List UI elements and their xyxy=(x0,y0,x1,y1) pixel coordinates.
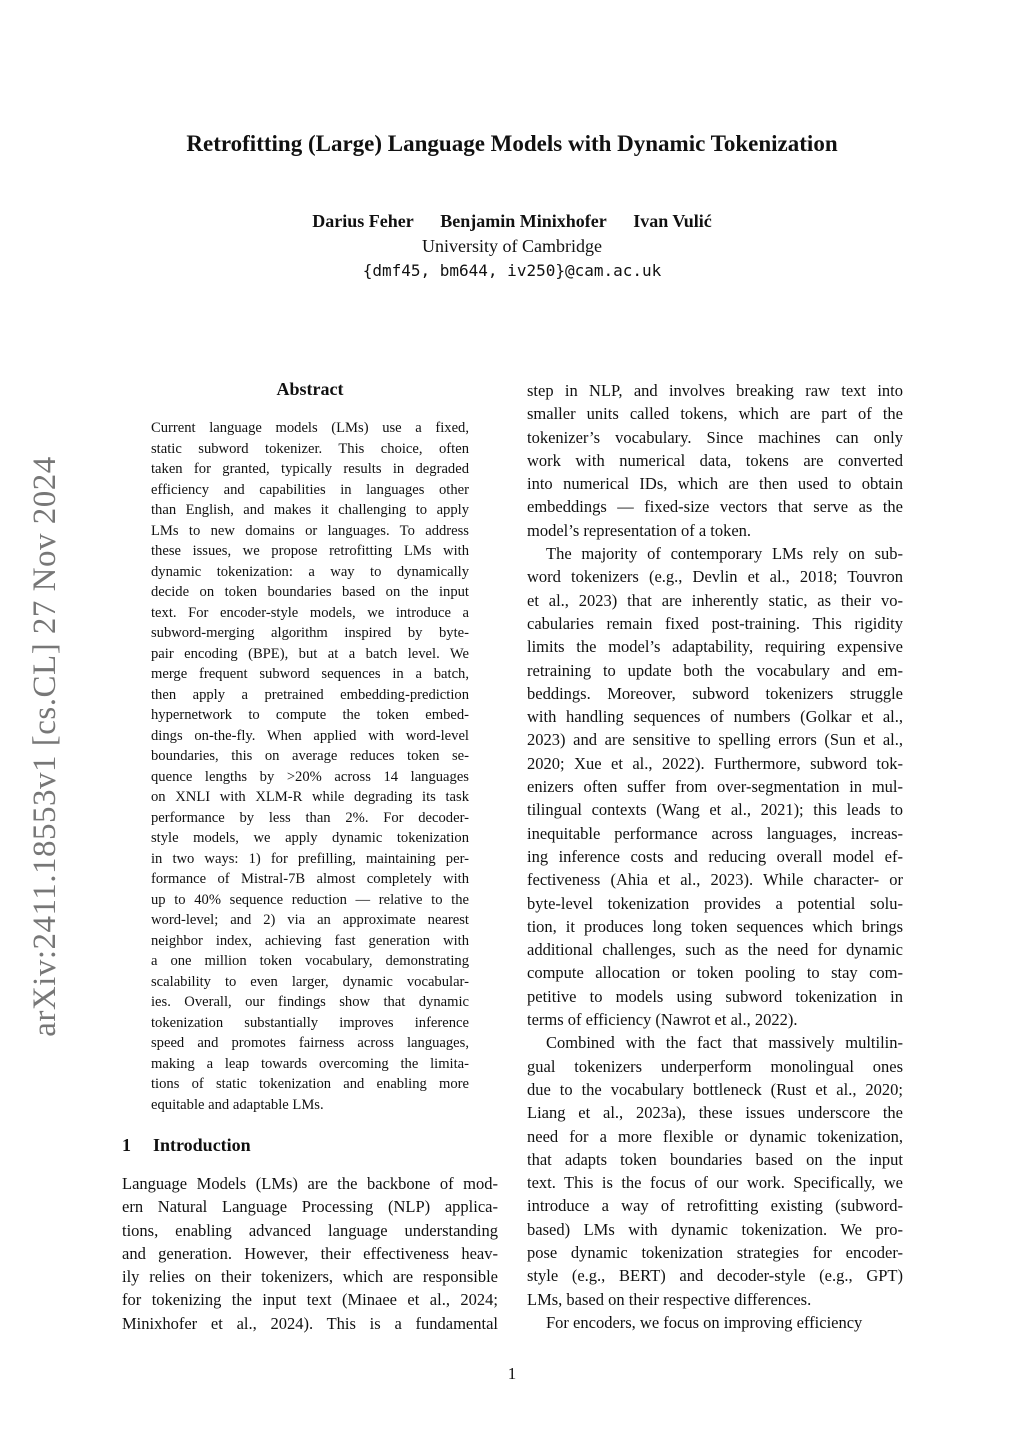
text-line: 2020; Xue et al., 2022). Furthermore, subword tok- xyxy=(527,753,903,773)
text-line: cabularies remain fixed post-training. This rigidity xyxy=(527,613,903,633)
text-line: equitable and adaptable LMs. xyxy=(151,1096,324,1113)
text-line: taken for granted, typically results in degraded xyxy=(151,461,469,477)
section-title: Introduction xyxy=(153,1135,251,1155)
text-line: word tokenizers (e.g., Devlin et al., 2018; Touvron xyxy=(527,567,903,587)
text-line: tion, it produces long token sequences which brings xyxy=(527,916,903,936)
text-line: subword-merging algorithm inspired by byte- xyxy=(151,625,469,641)
section-heading xyxy=(122,1135,251,1156)
text-line: et al., 2023) that are inherently static, as their vo- xyxy=(527,590,903,610)
text-line: efficiency and capabilities in languages other xyxy=(151,481,469,498)
text-line: in two ways: 1) for prefilling, maintaining per- xyxy=(151,850,469,867)
text-line: merge frequent subword sequences in a batch, xyxy=(151,666,469,682)
text-line: fectiveness (Ahia et al., 2023). While character- or xyxy=(527,870,903,890)
author-name: Darius Feher xyxy=(312,211,414,231)
text-line: inequitable performance across languages, increas- xyxy=(527,823,903,843)
text-line: enizers often suffer from over-segmentation in mul- xyxy=(527,777,903,797)
text-line: a one million token vocabulary, demonstrating xyxy=(151,953,469,969)
text-line: embeddings — fixed-size vectors that serve as the xyxy=(527,497,903,517)
author-email: {dmf45, bm644, iv250}@cam.ac.uk xyxy=(362,261,662,280)
text-line: ies. Overall, our findings show that dynamic xyxy=(151,994,469,1010)
text-line: Minixhofer et al., 2024). This is a fundamental xyxy=(122,1313,498,1333)
text-line: additional challenges, such as the need for dynamic xyxy=(527,940,903,960)
author-name: Ivan Vulić xyxy=(633,211,712,231)
text-line: retraining to update both the vocabulary and em- xyxy=(527,660,903,680)
introduction-text-right-column xyxy=(527,379,903,1334)
text-line: pair encoding (BPE), but at a batch level. We xyxy=(151,645,469,662)
author-name: Benjamin Minixhofer xyxy=(440,211,607,231)
text-line: LMs to new domains or languages. To address xyxy=(151,522,469,539)
text-line: smaller units called tokens, which are part of the xyxy=(527,404,903,424)
text-line: byte-level tokenization provides a potential solu- xyxy=(527,893,903,913)
text-line: Liang et al., 2023a), these issues underscore the xyxy=(527,1103,903,1123)
text-line: model’s representation of a token. xyxy=(527,520,752,540)
text-line: terms of efficiency (Nawrot et al., 2022). xyxy=(527,1010,798,1030)
text-line: ing inference costs and reducing overall model ef- xyxy=(527,846,903,866)
text-line: up to 40% sequence reduction — relative to the xyxy=(151,891,469,908)
text-line: quence lengths by >20% across 14 languages xyxy=(151,768,469,785)
text-line: Current language models (LMs) use a fixed, xyxy=(151,420,469,436)
section-number: 1 xyxy=(122,1135,131,1155)
text-line: scalability to even larger, dynamic vocabular- xyxy=(151,973,469,990)
text-line: speed and promotes fairness across languages, xyxy=(151,1035,469,1051)
text-line: boundaries, this on average reduces token se- xyxy=(151,748,469,764)
text-line: text. This is the focus of our work. Specifically, we xyxy=(527,1173,903,1193)
text-line: neighbor index, achieving fast generation with xyxy=(151,932,469,949)
text-line: ily relies on their tokenizers, which are responsible xyxy=(122,1267,498,1287)
text-line: For encoders, we focus on improving efficiency xyxy=(546,1312,863,1332)
introduction-text-left-column xyxy=(122,1172,498,1335)
text-line: style (e.g., BERT) and decoder-style (e.g., GPT) xyxy=(527,1266,903,1286)
text-line: dynamic tokenization: a way to dynamically xyxy=(151,563,469,580)
author-list xyxy=(0,211,1024,232)
text-line: static subword tokenizer. This choice, often xyxy=(151,440,469,457)
text-line: beddings. Moreover, subword tokenizers struggle xyxy=(527,683,903,703)
paper-title: Retrofitting (Large) Language Models with Dynamic Tokenization xyxy=(186,131,838,156)
text-line: ern Natural Language Processing (NLP) applica- xyxy=(122,1197,498,1217)
text-line: word-level; and 2) via an approximate nearest xyxy=(151,912,469,928)
text-line: need for a more flexible or dynamic tokenization, xyxy=(527,1126,903,1146)
arxiv-identifier-text: arXiv:2411.18553v1 [cs.CL] 27 Nov 2024 xyxy=(26,455,63,1037)
text-line: making a leap towards overcoming the limita- xyxy=(151,1055,469,1072)
text-line: step in NLP, and involves breaking raw text into xyxy=(527,381,903,400)
text-line: style models, we apply dynamic tokenization xyxy=(151,830,469,846)
text-line: based) LMs with dynamic tokenization. We pro- xyxy=(527,1219,903,1239)
text-line: tions of static tokenization and enabling more xyxy=(151,1076,469,1092)
text-line: LMs, based on their respective differences. xyxy=(527,1289,812,1309)
text-line: tilingual contexts (Wang et al., 2021); this leads to xyxy=(527,800,903,820)
text-line: than English, and makes it challenging to apply xyxy=(151,502,469,518)
text-line: and generation. However, their effectiveness heav- xyxy=(122,1243,498,1263)
text-line: due to the vocabulary bottleneck (Rust et al., 2020; xyxy=(527,1079,903,1099)
text-line: formance of Mistral-7B almost completely with xyxy=(151,871,469,887)
text-line: 2023) and are sensitive to spelling errors (Sun et al., xyxy=(527,730,903,750)
text-line: Combined with the fact that massively multilin- xyxy=(546,1033,903,1053)
text-line: compute allocation or token pooling to stay com- xyxy=(527,963,903,983)
text-line: gual tokenizers underperform monolingual ones xyxy=(527,1056,903,1076)
text-line: tions, enabling advanced language understanding xyxy=(122,1220,498,1240)
text-line: that adapts token boundaries based on the input xyxy=(527,1149,903,1169)
text-line: dings on-the-fly. When applied with word-level xyxy=(151,727,469,744)
text-line: with handling sequences of numbers (Golkar et al., xyxy=(527,707,903,727)
text-line: on XNLI with XLM-R while degrading its task xyxy=(151,789,469,805)
text-line: introduce a way of retrofitting existing (subword- xyxy=(527,1196,903,1216)
text-line: for tokenizing the input text (Minaee et al., 2024; xyxy=(122,1290,498,1310)
author-affiliation: University of Cambridge xyxy=(422,236,602,256)
text-line: petitive to models using subword tokenization in xyxy=(527,986,903,1006)
text-line: work with numerical data, tokens are converted xyxy=(527,450,903,470)
text-line: tokenization substantially improves inference xyxy=(151,1014,469,1031)
text-line: limits the model’s adaptability, requiring expensive xyxy=(527,637,903,657)
text-line: these issues, we propose retrofitting LMs with xyxy=(151,543,469,559)
abstract-text xyxy=(151,418,469,1115)
text-line: text. For encoder-style models, we introduce a xyxy=(151,604,469,621)
arxiv-identifier-stamp xyxy=(0,440,90,1052)
text-line: hypernetwork to compute the token embed- xyxy=(151,707,469,723)
text-line: pose dynamic tokenization strategies for encoder- xyxy=(527,1242,903,1262)
page-number: 1 xyxy=(507,1364,517,1383)
abstract-heading: Abstract xyxy=(276,379,344,399)
text-line: performance by less than 2%. For decoder- xyxy=(151,809,469,826)
text-line: then apply a pretrained embedding-prediction xyxy=(151,686,469,703)
text-line: into numerical IDs, which are then used to obtain xyxy=(527,474,903,494)
text-line: The majority of contemporary LMs rely on sub- xyxy=(546,544,903,564)
text-line: Language Models (LMs) are the backbone of mod- xyxy=(122,1174,498,1193)
text-line: tokenizer’s vocabulary. Since machines can only xyxy=(527,427,903,447)
text-line: decide on token boundaries based on the input xyxy=(151,584,469,600)
